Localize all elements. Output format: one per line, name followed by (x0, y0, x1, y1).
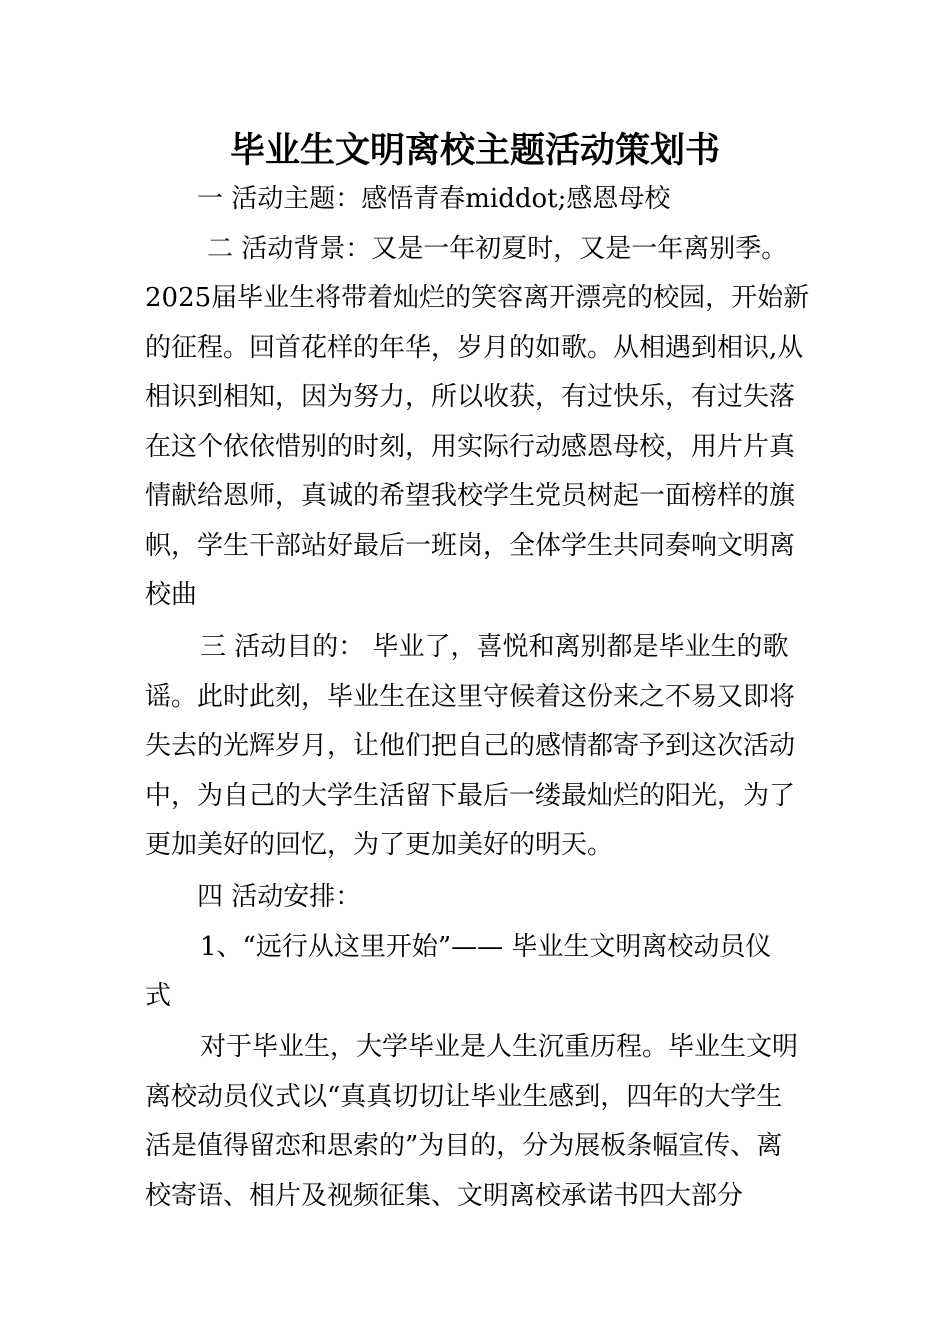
section-heading-theme: 一 活动主题：感悟青春middot;感恩母校 (197, 184, 671, 214)
paragraph-line: 离校动员仪式以“真真切切让毕业生感到，四年的大学生 (145, 1082, 783, 1112)
section-heading-purpose: 三 活动目的： 毕业了，喜悦和离别都是毕业生的歌 (200, 632, 789, 662)
paragraph-line: 式 (145, 981, 172, 1011)
paragraph-line: 谣。此时此刻，毕业生在这里守候着这份来之不易又即将 (145, 682, 796, 712)
paragraph-line: 对于毕业生，大学毕业是人生沉重历程。毕业生文明 (200, 1032, 799, 1062)
subsection-heading: 1、“远行从这里开始”—— 毕业生文明离校动员仪 (200, 932, 772, 962)
paragraph-line: 情献给恩师，真诚的希望我校学生党员树起一面榜样的旗 (145, 481, 796, 511)
section-heading-background: 二 活动背景：又是一年初夏时，又是一年离别季。 (207, 234, 788, 264)
paragraph-line: 校曲 (145, 580, 198, 610)
paragraph-line: 更加美好的回忆，为了更加美好的明天。 (145, 830, 614, 860)
paragraph-line: 2025届毕业生将带着灿烂的笑容离开漂亮的校园，开始新 (145, 283, 810, 313)
paragraph-line: 校寄语、相片及视频征集、文明离校承诺书四大部分 (145, 1181, 744, 1211)
paragraph-line: 中，为自己的大学生活留下最后一缕最灿烂的阳光，为了 (145, 781, 796, 811)
paragraph-line: 相识到相知，因为努力，所以收获，有过快乐，有过失落 (145, 382, 796, 412)
paragraph-line: 的征程。回首花样的年华，岁月的如歌。从相遇到相识,从 (145, 333, 804, 363)
paragraph-line: 帜，学生干部站好最后一班岗，全体学生共同奏响文明离 (145, 531, 796, 561)
paragraph-line: 活是值得留恋和思索的”为目的，分为展板条幅宣传、离 (145, 1131, 783, 1161)
paragraph-line: 在这个依依惜别的时刻，用实际行动感恩母校，用片片真 (145, 432, 796, 462)
section-heading-arrangement: 四 活动安排： (197, 882, 362, 912)
document-title: 毕业生文明离校主题活动策划书 (229, 131, 720, 171)
paragraph-line: 失去的光辉岁月，让他们把自己的感情都寄予到这次活动 (145, 731, 796, 761)
